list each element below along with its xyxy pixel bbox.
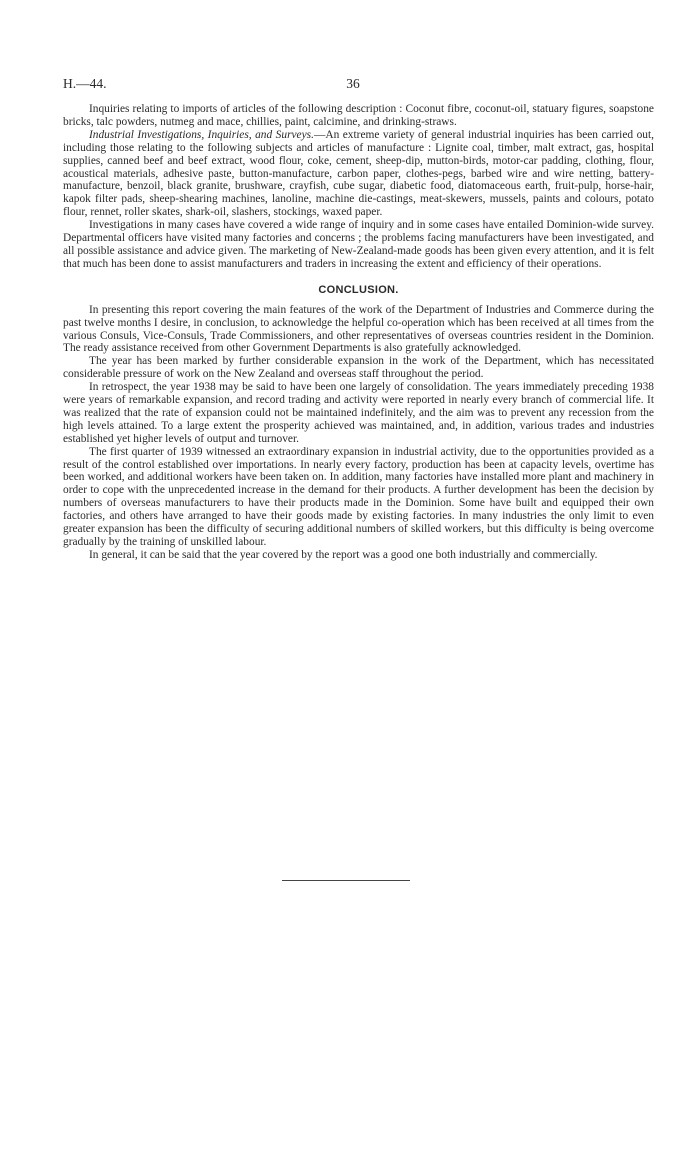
body-text xyxy=(63,103,654,562)
paragraph-conclusion-first-quarter: The first quarter of 1939 witnessed an extraordinary expansion in industrial activity, due to the opportunities provided as a result of the control established over importations. In nearly every factory, production has been at capacity levels, overtime has been worked, and additional workers have been taken on. In addition, many factories have installed more plant and machinery in order to cope with the unprecedented increase in the demand for their products. A further development has been the decision by numbers of overseas manufacturers to have their products made in the Dominion. Some have built and equipped their own factories, and others have arranged to have their goods made by existing factories. In many industries the only limit to even greater expansion has been the difficulty of securing additional numbers of skilled workers, but this difficulty is being overcome gradually by the training of unskilled labour. xyxy=(63,445,654,548)
paragraph-conclusion-summary: In general, it can be said that the year covered by the report was a good one both industrially and commercially. xyxy=(89,548,598,561)
paragraph-imports-inquiries xyxy=(63,103,654,129)
paragraph-conclusion-acknowledgement: In presenting this report covering the main features of the work of the Department of Industries and Commerce during the past twelve months I desire, in conclusion, to acknowledge the helpful co-operation which has been received at all times from the various Consuls, Vice-Consuls, Trade Commissioners, and other representatives of overseas countries resident in the Dominion. The ready assistance received from other Government Departments is also gratefully acknowledged. xyxy=(63,303,654,355)
section-heading-conclusion: CONCLUSION. xyxy=(318,283,399,296)
paragraph-text: Inquiries relating to imports of articles of the following description : Coconut fibre, coconut-oil, statuary figures, soapstone bricks, talc powders, nutmeg and mace, chillies, paint, calcimine, and drinking-straws. xyxy=(63,103,654,128)
paragraph-investigations-scope xyxy=(63,219,654,271)
paragraph-text: —An extreme variety of general industrial inquiries has been carried out, including those relating to the following subjects and articles of manufacture : Lignite coal, timber, malt extract, gas, hospital supplies, canned beef and beef extract, wood flour, coke, cement, sheep-dip, mutton-birds, motor-car padding, clothing, flour, acoustical materials, adhesive paste, button-manufacture, carbon paper, clothes-pegs, barbed wire and wire netting, battery-manufacture, benzoil, black granite, brushware, crayfish, cube sugar, diabetic food, diatomaceous earth, fruit-pulp, horse-hair, kapok filter pads, sheep-shearing machines, lanoline, machine die-castings, meat-skewers, mussels, paints and colours, potato flour, rennet, roller skates, shark-oil, slashers, stockings, waxed paper. xyxy=(63,128,654,219)
end-of-text-rule xyxy=(282,880,410,881)
paragraph-conclusion-workload: The year has been marked by further considerable expansion in the work of the Department, which has necessitated considerable pressure of work on the New Zealand and overseas staff throughout the period. xyxy=(63,355,654,381)
paragraph-conclusion-retrospect: In retrospect, the year 1938 may be said to have been one largely of consolidation. The years immediately preceding 1938 were years of remarkable expansion, and record trading and activity were reported in nearly every branch of commercial life. It was realized that the rate of expansion could not be maintained indefinitely, and the aim was to prevent any recession from the high levels attained. To a large extent the prosperity achieved was maintained, and, in addition, various trades and industries established yet higher levels of output and turnover. xyxy=(63,381,654,445)
page-header xyxy=(63,76,643,94)
page-number: 36 xyxy=(346,76,360,91)
report-code: H.—44. xyxy=(63,76,107,91)
paragraph-text: Investigations in many cases have covered a wide range of inquiry and in some cases have entailed Dominion-wide survey. Departmental officers have visited many factories and concerns ; the problems facing manufacturers have been investigated, and all possible assistance and advice given. The marketing of New-Zealand-made goods has been given every attention, and it is felt that much has been done to assist manufacturers and traders in increasing the extent and efficiency of their operations. xyxy=(63,219,654,270)
paragraph-lead: Industrial Investigations, Inquiries, and Surveys. xyxy=(89,128,314,141)
paragraph-industrial-investigations xyxy=(63,129,654,219)
